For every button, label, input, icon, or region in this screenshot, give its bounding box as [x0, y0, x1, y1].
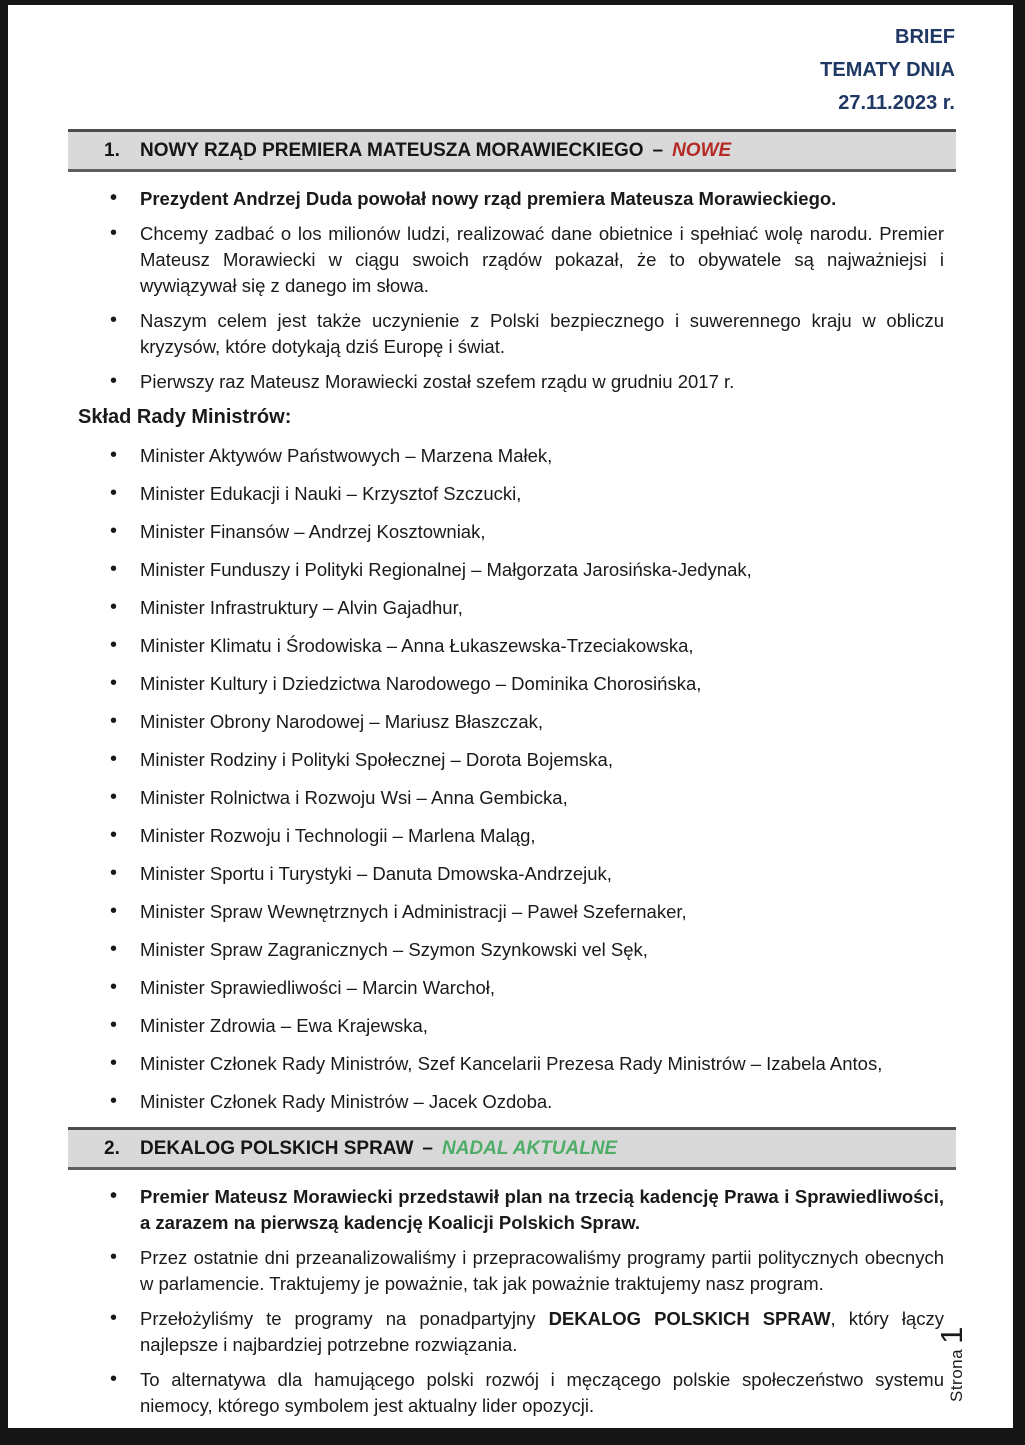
section-2-tag: NADAL AKTUALNE — [441, 1137, 618, 1159]
bullet-text-bold: DEKALOG POLSKICH SPRAW — [548, 1308, 831, 1329]
bullet-item: • Pierwszy raz Mateusz Morawiecki został szefem rządu w grudniu 2017 r. — [140, 369, 944, 395]
section-2-separator: – — [422, 1137, 433, 1159]
section-2-title: DEKALOG POLSKICH SPRAW — [140, 1137, 414, 1159]
page-number — [934, 1327, 970, 1402]
bullet-item: • Prezydent Andrzej Duda powołał nowy rząd premiera Mateusza Morawieckiego. — [140, 186, 944, 212]
ministers-subheading: Skład Rady Ministrów: — [78, 406, 292, 428]
document-header — [8, 5, 1013, 120]
bullet-text-post: , który łączy najlepsze i najbardziej potrzebne rozwiązania. — [140, 1308, 944, 1355]
minister-item: • Minister Sportu i Turystyki – Danuta Dmowska-Andrzejuk, — [140, 861, 944, 887]
bullet-text-pre: Przełożyliśmy te programy na ponadpartyjny — [140, 1308, 549, 1329]
section-1-header — [68, 129, 956, 172]
section-1-separator: – — [652, 139, 664, 161]
header-subtitle: TEMATY DNIA — [820, 59, 955, 81]
minister-item: • Minister Funduszy i Polityki Regionalnej – Małgorzata Jarosińska-Jedynak, — [140, 557, 944, 583]
minister-item: • Minister Edukacji i Nauki – Krzysztof Szczucki, — [140, 481, 944, 507]
section-1-tag: NOWE — [672, 139, 732, 161]
minister-item: • Minister Rolnictwa i Rozwoju Wsi – Anna Gembicka, — [140, 785, 944, 811]
header-title: BRIEF — [895, 26, 955, 48]
minister-item: • Minister Rodziny i Polityki Społecznej – Dorota Bojemska, — [140, 747, 944, 773]
minister-item: • Minister Finansów – Andrzej Kosztowniak, — [140, 519, 944, 545]
minister-item: • Minister Obrony Narodowej – Mariusz Błaszczak, — [140, 709, 944, 735]
document-page — [8, 5, 1013, 1428]
minister-item: • Minister Rozwoju i Technologii – Marlena Maląg, — [140, 823, 944, 849]
page-number-label: Strona — [947, 1348, 966, 1402]
section-2-number: 2. — [104, 1137, 120, 1159]
section-2-bullet-list — [8, 1184, 944, 1419]
minister-item: • Minister Zdrowia – Ewa Krajewska, — [140, 1013, 944, 1039]
header-date: 27.11.2023 r. — [838, 92, 955, 114]
bullet-item: • Naszym celem jest także uczynienie z Polski bezpiecznego i suwerennego kraju w obliczu kryzysów, które dotykają dziś Europę i świat. — [140, 308, 944, 360]
minister-item: • Minister Sprawiedliwości – Marcin Warchoł, — [140, 975, 944, 1001]
minister-item: • Minister Infrastruktury – Alvin Gajadhur, — [140, 595, 944, 621]
page-number-value: 1 — [934, 1326, 969, 1344]
ministers-list — [8, 443, 944, 1115]
minister-item: • Minister Kultury i Dziedzictwa Narodowego – Dominika Chorosińska, — [140, 671, 944, 697]
minister-item: • Minister Aktywów Państwowych – Marzena Małek, — [140, 443, 944, 469]
bullet-item — [140, 1306, 944, 1358]
minister-item: • Minister Klimatu i Środowiska – Anna Łukaszewska-Trzeciakowska, — [140, 633, 944, 659]
section-2-header — [68, 1127, 956, 1170]
section-1-bullet-list — [8, 186, 944, 395]
bullet-item: • Chcemy zadbać o los milionów ludzi, realizować dane obietnice i spełniać wolę narodu. Premier Mateusz Morawiecki w ciągu swoich rządów pokazał, że to obywatele są najważniejsi i wywiązywał się z danego im słowa. — [140, 221, 944, 299]
section-1-number: 1. — [104, 139, 120, 161]
bullet-item: • To alternatywa dla hamującego polski rozwój i męczącego polskie społeczeństwo systemu niemocy, którego symbolem jest aktualny lider opozycji. — [140, 1367, 944, 1419]
section-1-title: NOWY RZĄD PREMIERA MATEUSZA MORAWIECKIEGO — [140, 139, 644, 161]
minister-item: • Minister Członek Rady Ministrów, Szef Kancelarii Prezesa Rady Ministrów – Izabela Antos, — [140, 1051, 944, 1077]
bullet-item: • Premier Mateusz Morawiecki przedstawił plan na trzecią kadencję Prawa i Sprawiedliwości, a zarazem na pierwszą kadencję Koalicji Polskich Spraw. — [140, 1184, 944, 1236]
bullet-item: • Przez ostatnie dni przeanalizowaliśmy i przepracowaliśmy programy partii politycznych obecnych w parlamencie. Traktujemy je poważnie, tak jak poważnie traktujemy nasz program. — [140, 1245, 944, 1297]
minister-item: • Minister Spraw Zagranicznych – Szymon Szynkowski vel Sęk, — [140, 937, 944, 963]
minister-item: • Minister Członek Rady Ministrów – Jacek Ozdoba. — [140, 1089, 944, 1115]
minister-item: • Minister Spraw Wewnętrznych i Administracji – Paweł Szefernaker, — [140, 899, 944, 925]
